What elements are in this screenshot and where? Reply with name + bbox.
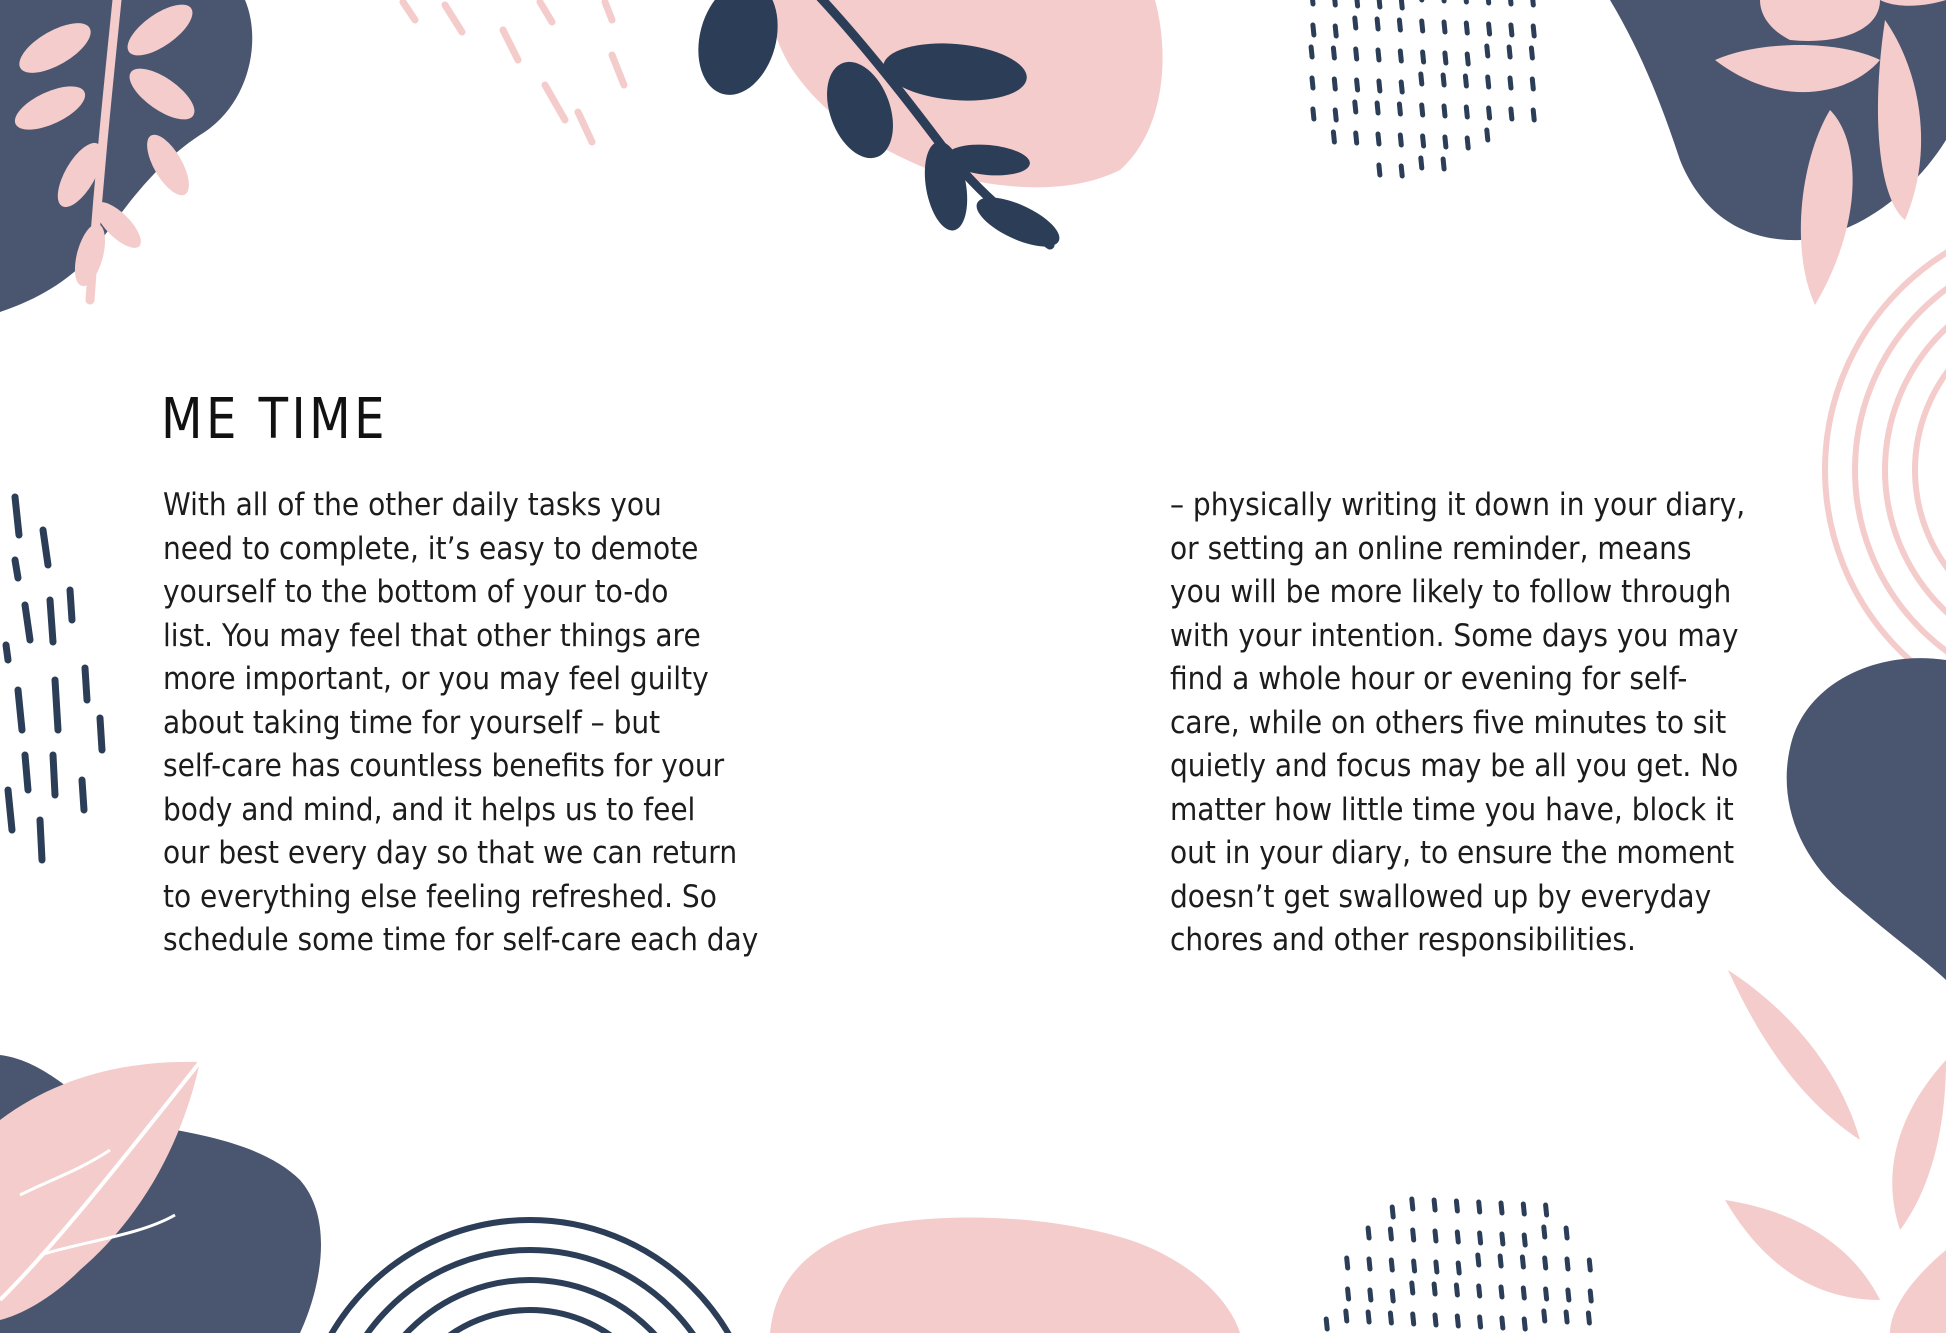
text-line: out in your diary, to ensure the moment bbox=[1170, 835, 1735, 871]
bottom-dot-circle bbox=[1326, 1199, 1591, 1333]
top-right-leaf-decoration bbox=[1610, 0, 1946, 305]
bottom-pink-blob bbox=[770, 1217, 1240, 1333]
top-left-leaf-decoration bbox=[0, 0, 252, 312]
bottom-right-leaf-decoration bbox=[1725, 970, 1946, 1333]
text-line: schedule some time for self-care each day bbox=[163, 922, 759, 958]
right-text-column bbox=[1170, 484, 1790, 963]
text-line: quietly and focus may be all you get. No bbox=[1170, 748, 1739, 784]
top-center-branch bbox=[686, 0, 1162, 256]
text-line: you will be more likely to follow through bbox=[1170, 574, 1732, 610]
left-text-column bbox=[163, 484, 803, 963]
page-title: ME TIME bbox=[161, 387, 388, 452]
text-line: yourself to the bottom of your to-do bbox=[163, 574, 669, 610]
bottom-left-leaf-decoration bbox=[0, 1055, 321, 1333]
text-line: need to complete, it’s easy to demote bbox=[163, 530, 699, 567]
left-navy-dashes bbox=[6, 497, 102, 860]
top-dot-circle bbox=[1311, 0, 1534, 176]
text-line: doesn’t get swallowed up by everyday bbox=[1170, 878, 1712, 915]
text-line: to everything else feeling refreshed. So bbox=[163, 878, 717, 915]
text-line: – physically writing it down in your diary, bbox=[1170, 487, 1746, 523]
text-line: matter how little time you have, block it bbox=[1170, 791, 1734, 828]
text-line: about taking time for yourself – but bbox=[163, 704, 661, 741]
text-line: more important, or you may feel guilty bbox=[163, 661, 709, 697]
right-pink-rings bbox=[1825, 215, 1946, 725]
text-line: With all of the other daily tasks you bbox=[163, 487, 662, 523]
text-line: chores and other responsibilities. bbox=[1170, 922, 1636, 958]
right-navy-blob bbox=[1787, 658, 1946, 980]
text-line: self-care has countless benefits for your bbox=[163, 748, 725, 784]
text-line: care, while on others five minutes to sit bbox=[1170, 704, 1727, 741]
text-line: with your intention. Some days you may bbox=[1170, 617, 1739, 654]
text-line: find a whole hour or evening for self- bbox=[1170, 661, 1688, 697]
text-line: or setting an online reminder, means bbox=[1170, 530, 1692, 567]
top-pink-dashes bbox=[403, 2, 624, 142]
text-line: our best every day so that we can return bbox=[163, 835, 738, 871]
text-line: body and mind, and it helps us to feel bbox=[163, 791, 696, 828]
text-line: list. You may feel that other things are bbox=[163, 617, 701, 654]
bottom-navy-rings bbox=[300, 1220, 760, 1333]
